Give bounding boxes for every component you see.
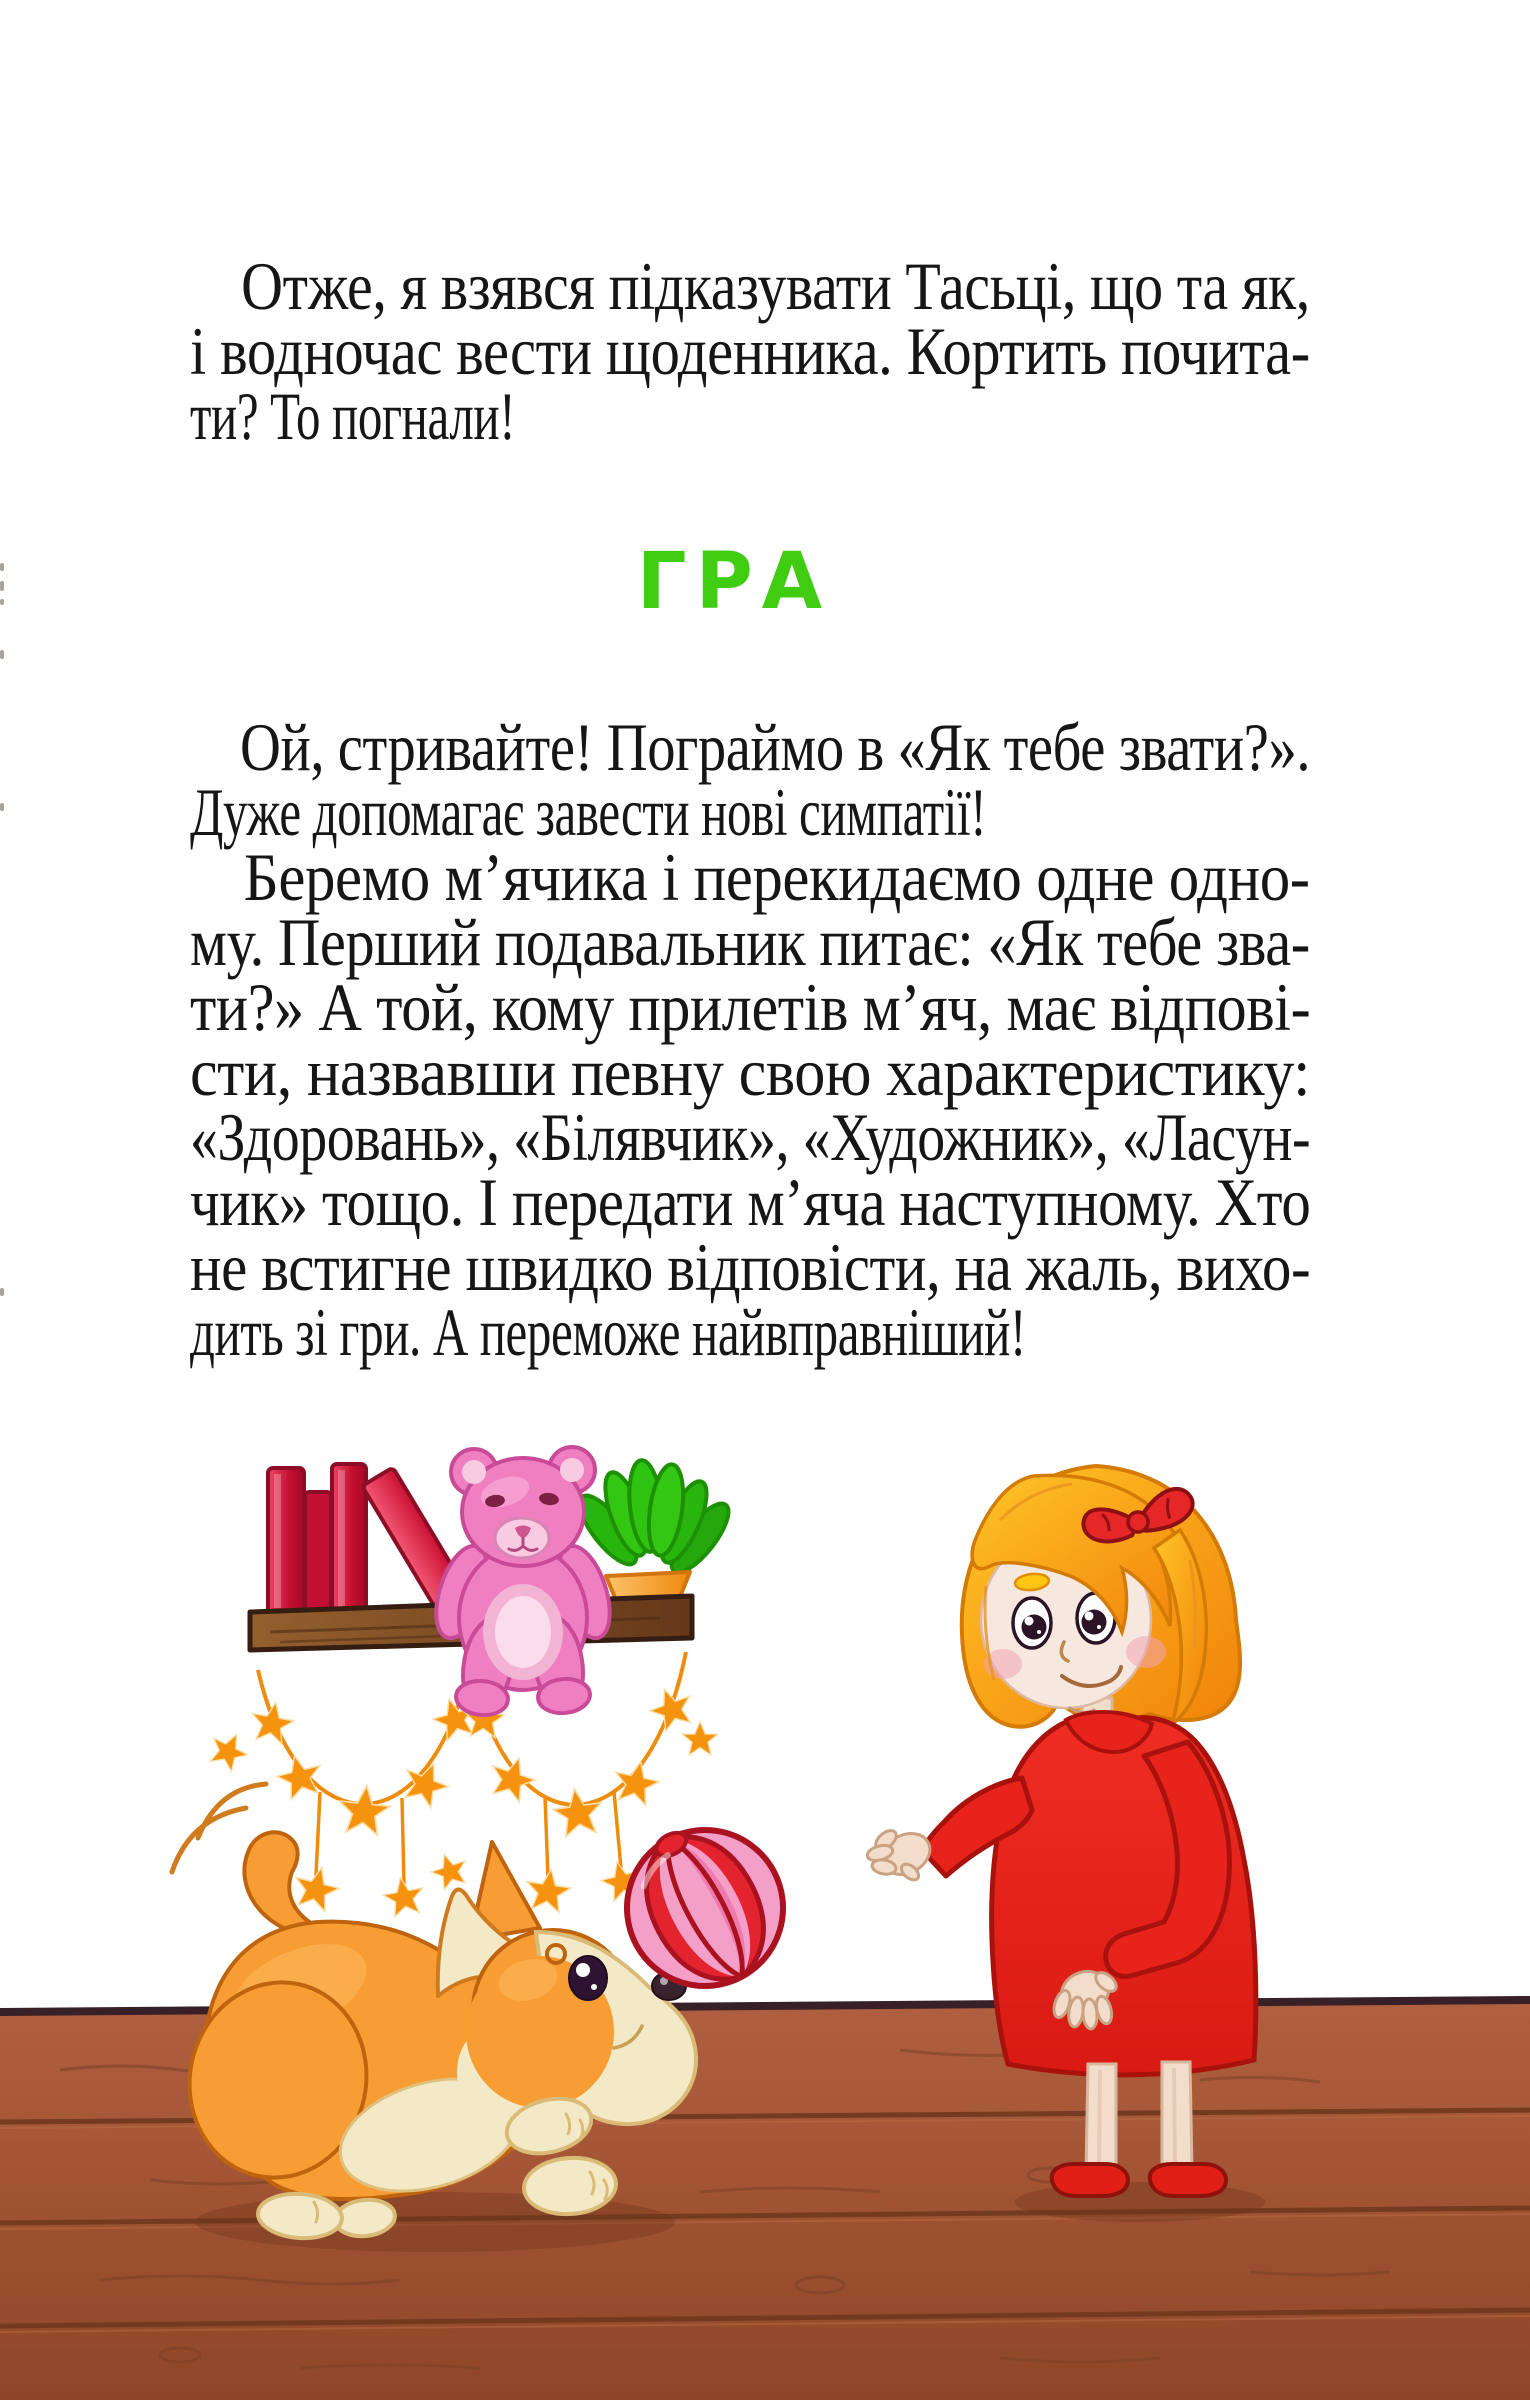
page-edge-mark (0, 803, 4, 811)
paragraph-1 (190, 248, 1310, 454)
page-edge-mark (0, 599, 4, 605)
text-line: і водночас вести щоденника. Кортить почита- (190, 313, 1310, 389)
text-line: ти? То погнали! (190, 378, 516, 454)
paragraph-2 (190, 709, 1311, 850)
text-line: му. Перший подавальник питає: «Як тебе зва- (190, 904, 1310, 980)
paragraph-3 (190, 839, 1311, 1370)
page-edge-mark (0, 650, 4, 659)
illustration (0, 1380, 1530, 2400)
page-edge-mark (0, 563, 4, 571)
text-line: не встигне швидко відповісти, на жаль, вихо- (190, 1229, 1311, 1305)
section-heading: ГРА (636, 537, 832, 627)
text-line: чик» тощо. І передати м’яча наступному. Хто (190, 1164, 1311, 1240)
text-line: «Здоровань», «Білявчик», «Художник», «Ласун- (190, 1099, 1311, 1175)
page-edge-mark (0, 1288, 4, 1296)
text-line: дить зі гри. А переможе найвправніший! (190, 1294, 1026, 1370)
girl-shadow (1015, 2182, 1265, 2222)
text-line: Отже, я взявся підказувати Тасьці, що та як, (241, 248, 1310, 324)
girl-blush (1126, 1636, 1166, 1668)
text-line: Ой, стривайте! Пограймо в «Як тебе звати?». (239, 709, 1311, 785)
dog-eye (569, 1956, 607, 2000)
text-line: сти, назвавши певну свою характеристику: (190, 1034, 1310, 1110)
text-line: ти?» А той, кому прилетів м’яч, має відпові- (190, 969, 1311, 1045)
girl-hand-extended (866, 1825, 937, 1883)
text-line: Беремо м’ячика і перекидаємо одне одно- (243, 839, 1310, 915)
page-edge-mark (0, 581, 4, 591)
teddy-bear (426, 1447, 620, 1717)
text-line: Дуже допомагає завести нові симпатії! (190, 774, 987, 850)
